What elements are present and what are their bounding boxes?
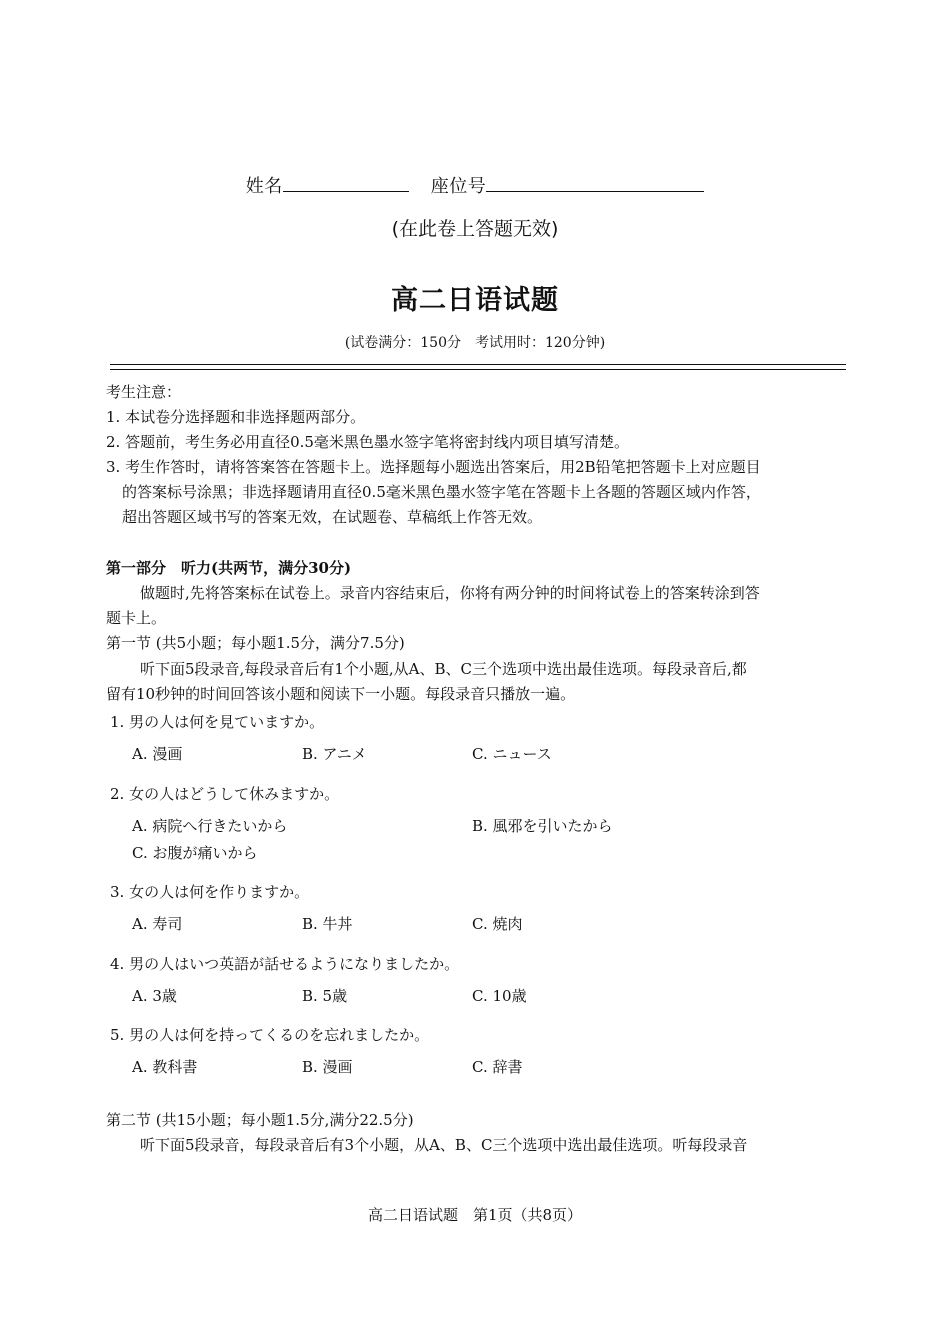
q2-option-c[interactable]: C. お腹が痛いから [132, 844, 258, 862]
q3-option-c[interactable]: C. 焼肉 [472, 915, 523, 933]
section2-heading: 第二节 (共15小题；每小题1.5分,满分22.5分) [106, 1111, 414, 1129]
section2-intro-1: 听下面5段录音，每段录音后有3个小题，从A、B、C三个选项中选出最佳选项。听每段录音 [140, 1136, 748, 1154]
q1-option-b[interactable]: B. アニメ [302, 745, 367, 763]
q2-option-b[interactable]: B. 風邪を引いたから [472, 817, 613, 835]
question-1: 1. 男の人は何を見ていますか。 [110, 713, 325, 731]
section1-intro-2: 留有10秒钟的时间回答该小题和阅读下一小题。每段录音只播放一遍。 [106, 685, 576, 703]
part1-heading: 第一部分 听力(共两节，满分30分) [106, 559, 352, 577]
question-5: 5. 男の人は何を持ってくるのを忘れましたか。 [110, 1026, 430, 1044]
q1-option-a[interactable]: A. 漫画 [132, 745, 183, 763]
notice-item-3: 3. 考生作答时，请将答案答在答题卡上。选择题每小题选出答案后，用2B铅笔把答题卡上对应题目 [106, 458, 761, 476]
section1-heading: 第一节 (共5小题；每小题1.5分，满分7.5分) [106, 634, 405, 652]
q5-option-b[interactable]: B. 漫画 [302, 1058, 353, 1076]
q4-option-a[interactable]: A. 3歳 [132, 987, 177, 1005]
part1-intro-2: 题卡上。 [106, 609, 167, 627]
top-divider [110, 364, 846, 365]
name-seat-row [0, 172, 950, 198]
question-4: 4. 男の人はいつ英語が話せるようになりましたか。 [110, 955, 460, 973]
q4-option-c[interactable]: C. 10歳 [472, 987, 527, 1005]
part1-intro-1: 做题时,先将答案标在试卷上。录音内容结束后，你将有两分钟的时间将试卷上的答案转涂到答 [140, 584, 760, 602]
q3-option-b[interactable]: B. 牛丼 [302, 915, 353, 933]
notice-item-2: 2. 答题前，考生务必用直径0.5毫米黑色墨水签字笔将密封线内项目填写清楚。 [106, 433, 629, 451]
seat-label: 座位号 [430, 176, 487, 197]
q4-option-b[interactable]: B. 5歳 [302, 987, 348, 1005]
section1-intro-1: 听下面5段录音,每段录音后有1个小题,从A、B、C三个选项中选出最佳选项。每段录音后,都 [140, 660, 747, 678]
exam-subtitle: (试卷满分：150分 考试用时：120分钟) [344, 335, 606, 351]
notice-heading: 考生注意： [106, 383, 182, 401]
seat-blank[interactable] [486, 177, 704, 192]
q5-option-a[interactable]: A. 教科書 [132, 1058, 198, 1076]
name-label: 姓名 [245, 176, 283, 197]
q3-option-a[interactable]: A. 寿司 [132, 915, 183, 933]
notice-item-1: 1. 本试卷分选择题和非选择题两部分。 [106, 408, 366, 426]
q1-option-c[interactable]: C. ニュース [472, 745, 552, 763]
exam-title: 高二日语试题 [391, 285, 559, 316]
top-divider-second [110, 369, 846, 370]
invalid-note: (在此卷上答题无效) [391, 218, 559, 240]
name-blank[interactable] [283, 177, 409, 192]
notice-item-3-cont-2: 超出答题区域书写的答案无效，在试题卷、草稿纸上作答无效。 [122, 508, 543, 526]
q5-option-c[interactable]: C. 辞書 [472, 1058, 523, 1076]
question-3: 3. 女の人は何を作りますか。 [110, 883, 310, 901]
question-2: 2. 女の人はどうして休みますか。 [110, 785, 340, 803]
q2-option-a[interactable]: A. 病院へ行きたいから [132, 817, 288, 835]
page-footer: 高二日语试题 第1页（共8页） [367, 1206, 583, 1224]
notice-item-3-cont-1: 的答案标号涂黑；非选择题请用直径0.5毫米黑色墨水签字笔在答题卡上各题的答题区域内作答， [122, 483, 761, 501]
